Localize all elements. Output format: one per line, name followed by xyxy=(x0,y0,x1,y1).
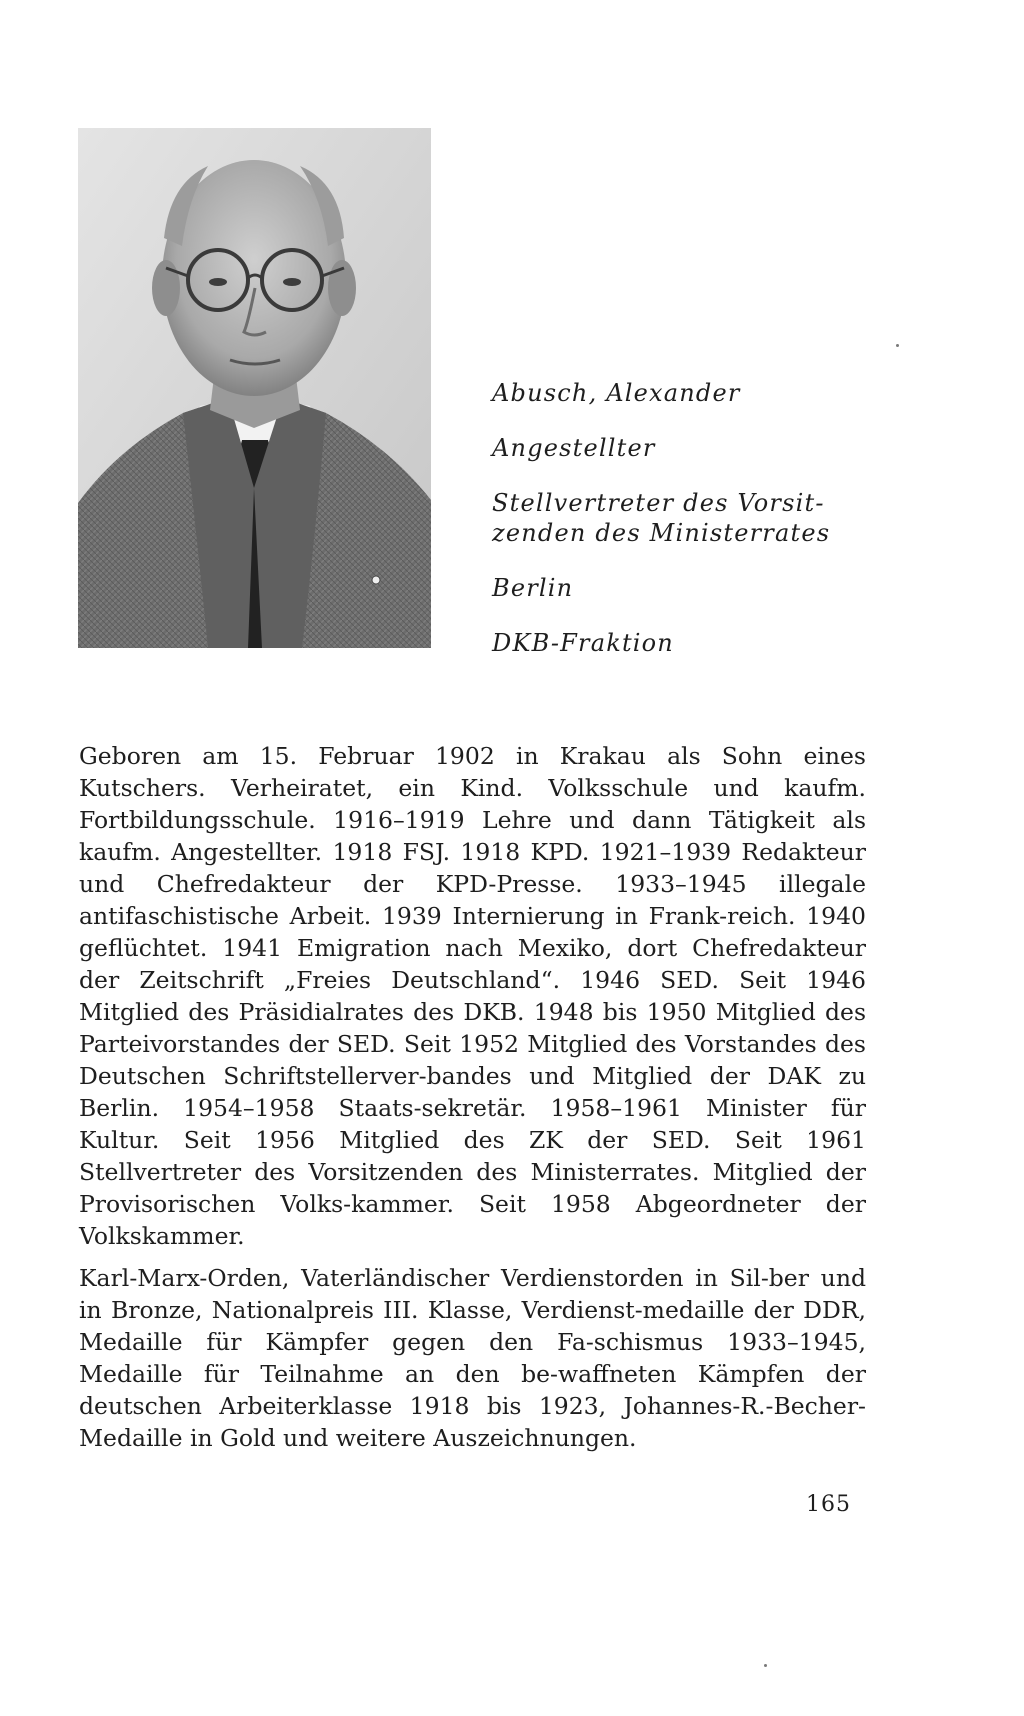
portrait-image xyxy=(78,128,431,648)
scan-speck xyxy=(896,344,899,347)
person-occupation: Angestellter xyxy=(492,434,656,462)
page-number: 165 xyxy=(806,1492,851,1517)
person-place: Berlin xyxy=(492,574,574,602)
biography-paragraph-career: Geboren am 15. Februar 1902 in Krakau als Sohn eines Kutschers. Verheiratet, ein Kind. Volksschule und kaufm. Fortbildungsschule. 1916–1919 Lehre und dann Tätigkeit als kaufm. Angestellter. 1918 FSJ. 1918 KPD. 1921–1939 Redakteur und Chefredakteur der KPD-Presse. 1933–1945 illegale antifaschistische Arbeit. 1939 Internierung in Frank-reich. 1940 geflüchtet. 1941 Emigration nach Mexiko, dort Chefredakteur der Zeitschrift „Freies Deutschland“. 1946 SED. Seit 1946 Mitglied des Präsidialrates des DKB. 1948 bis 1950 Mitglied des Parteivorstandes der SED. Seit 1952 Mitglied des Vorstandes des Deutschen Schriftstellerver-bandes und Mitglied der DAK zu Berlin. 1954–1958 Staats-sekretär. 1958–1961 Minister für Kultur. Seit 1956 Mitglied des ZK der SED. Seit 1961 Stellvertreter des Vorsitzenden des Ministerrates. Mitglied der Provisorischen Volks-kammer. Seit 1958 Abgeordneter der Volkskammer. xyxy=(79,742,866,1250)
person-caption xyxy=(492,378,892,658)
person-faction: DKB-Fraktion xyxy=(492,629,674,657)
portrait-photo xyxy=(78,128,431,648)
person-name: Abusch, Alexander xyxy=(492,379,741,407)
scan-speck xyxy=(764,1664,767,1667)
biography-text xyxy=(79,740,866,1464)
biography-paragraph-awards: Karl-Marx-Orden, Vaterländischer Verdienstorden in Sil-ber und in Bronze, Nationalpreis III. Klasse, Verdienst-medaille der DDR, Medaille für Kämpfer gegen den Fa-schismus 1933–1945, Medaille für Teilnahme an den be-waffneten Kämpfen der deutschen Arbeiterklasse 1918 bis 1923, Johannes-R.-Becher-Medaille in Gold und weitere Auszeichnungen. xyxy=(79,1264,866,1452)
person-function-line-2: zenden des Ministerrates xyxy=(492,519,831,547)
person-function-line-1: Stellvertreter des Vorsit- xyxy=(492,489,825,517)
